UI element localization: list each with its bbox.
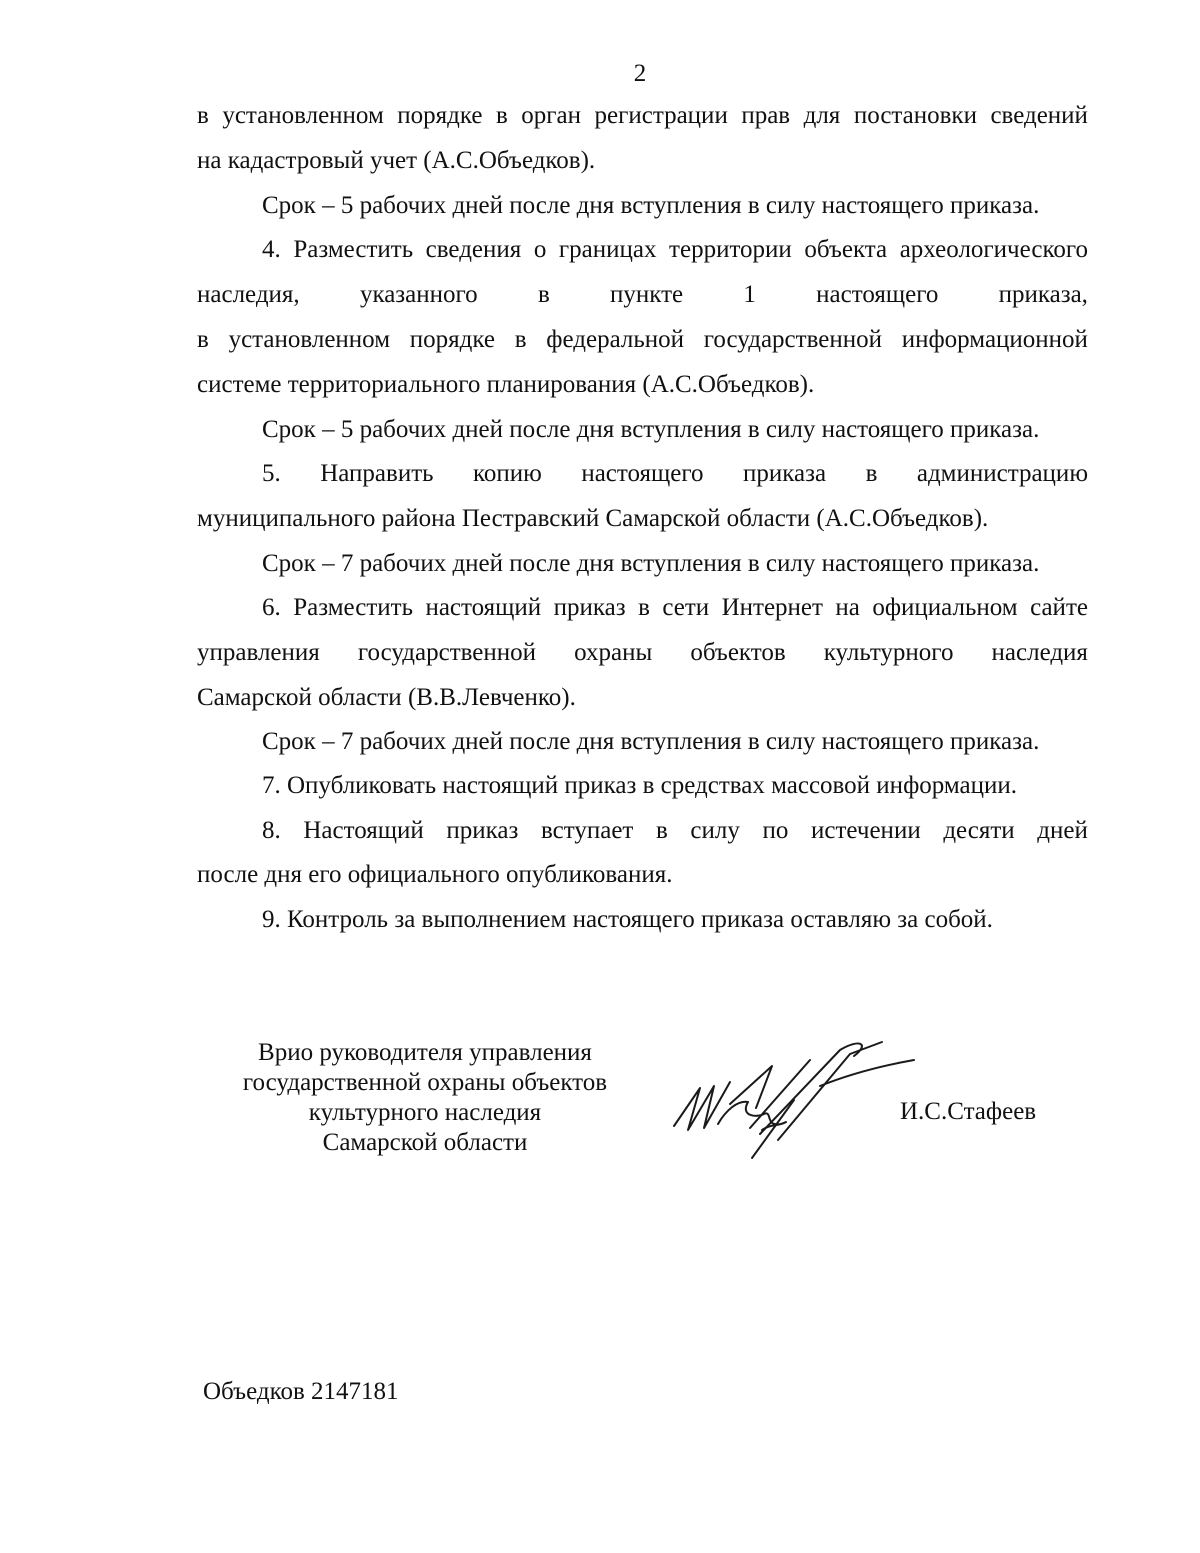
word: управления xyxy=(197,639,320,666)
word: официальном xyxy=(872,594,1018,621)
word: администрацию xyxy=(916,460,1088,487)
word: 6. xyxy=(262,594,281,621)
word: на xyxy=(835,594,860,621)
word: в xyxy=(197,102,209,129)
word: пункте xyxy=(610,281,684,308)
word: в xyxy=(537,281,550,308)
word: по xyxy=(762,817,789,844)
word: информационной xyxy=(901,326,1088,353)
paragraph-3-deadline: Срок – 5 рабочих дней после дня вступления в силу настоящего приказа. xyxy=(262,192,1040,219)
signatory-title-line: государственной охраны объектов xyxy=(242,1069,608,1096)
word: силу xyxy=(690,817,740,844)
paragraph-6-line-1 xyxy=(262,593,1088,623)
word: порядке xyxy=(397,102,483,129)
word: Настоящий xyxy=(303,817,424,844)
word: приказ xyxy=(553,594,626,621)
word: археологического xyxy=(899,236,1088,263)
paragraph-4-line-2 xyxy=(197,280,1088,310)
word: 5. xyxy=(262,460,281,487)
word: Разместить xyxy=(293,594,413,621)
word: федеральной xyxy=(546,326,685,353)
word: государственной xyxy=(357,639,537,666)
handwritten-signature xyxy=(660,1030,930,1160)
paragraph-6-line-2 xyxy=(197,638,1088,668)
page-number: 2 xyxy=(633,60,647,87)
word: охраны xyxy=(574,639,653,666)
word: сведений xyxy=(990,102,1088,129)
signatory-title-line: Самарской области xyxy=(322,1129,528,1156)
paragraph-9: 9. Контроль за выполнением настоящего приказа оставляю за собой. xyxy=(262,906,993,933)
word: регистрации xyxy=(594,102,728,129)
word: в xyxy=(655,817,668,844)
word: десяти xyxy=(943,817,1015,844)
word: копию xyxy=(473,460,542,487)
word: приказа, xyxy=(998,281,1088,308)
signatory-title xyxy=(205,1038,645,1158)
word: настоящий xyxy=(425,594,542,621)
word: границах xyxy=(558,236,657,263)
word: Разместить xyxy=(293,236,414,263)
paragraph-4-line-1 xyxy=(262,235,1088,265)
word: государственной xyxy=(703,326,882,353)
paragraph-8-line-1 xyxy=(262,816,1088,846)
paragraph-4-line-4: системе территориального планирования (А.С.Объедков). xyxy=(197,371,815,398)
word: в xyxy=(495,102,508,129)
word: настоящего xyxy=(816,281,939,308)
word: установленном xyxy=(228,326,391,353)
word: в xyxy=(197,326,209,353)
word: в xyxy=(865,460,878,487)
word: о xyxy=(533,236,547,263)
paragraph-5-deadline: Срок – 7 рабочих дней после дня вступления в силу настоящего приказа. xyxy=(262,550,1040,577)
paragraph-5-line-1 xyxy=(262,459,1088,489)
word: постановки xyxy=(853,102,977,129)
word: приказ xyxy=(446,817,519,844)
word: Направить xyxy=(320,460,434,487)
word: наследия xyxy=(991,639,1088,666)
word: территории xyxy=(669,236,792,263)
word: для xyxy=(803,102,841,129)
paragraph-4-deadline: Срок – 5 рабочих дней после дня вступления в силу настоящего приказа. xyxy=(262,416,1040,443)
word: настоящего xyxy=(581,460,704,487)
paragraph-8-line-2: после дня его официального опубликования. xyxy=(197,861,673,888)
word: приказа xyxy=(742,460,827,487)
word: сведения xyxy=(425,236,522,263)
word: 1 xyxy=(743,281,756,308)
word: вступает xyxy=(541,817,634,844)
paragraph-3-line-1 xyxy=(197,101,1088,131)
word: прав xyxy=(741,102,791,129)
word: объекта xyxy=(804,236,888,263)
word: порядке xyxy=(409,326,495,353)
signatory-title-line: культурного наследия xyxy=(308,1099,542,1126)
signatory-name: И.С.Стафеев xyxy=(900,1098,1037,1125)
word: указанного xyxy=(359,281,478,308)
paragraph-6-deadline: Срок – 7 рабочих дней после дня вступления в силу настоящего приказа. xyxy=(262,728,1040,755)
word: дней xyxy=(1037,817,1088,844)
word: культурного xyxy=(823,639,954,666)
word: в xyxy=(514,326,527,353)
word: 4. xyxy=(262,236,281,263)
paragraph-4-line-3 xyxy=(197,325,1088,355)
word: наследия, xyxy=(197,281,300,308)
word: сайте xyxy=(1030,594,1088,621)
word: орган xyxy=(521,102,582,129)
paragraph-7: 7. Опубликовать настоящий приказ в средствах массовой информации. xyxy=(262,772,1018,799)
paragraph-3-line-2: на кадастровый учет (А.С.Объедков). xyxy=(197,147,596,174)
word: сети xyxy=(662,594,710,621)
footer-contact: Объедков 2147181 xyxy=(203,1378,399,1405)
paragraph-5-line-2: муниципального района Пестравский Самарской области (А.С.Объедков). xyxy=(197,505,989,532)
word: Интернет xyxy=(721,594,823,621)
word: установленном xyxy=(222,102,384,129)
signatory-title-line: Врио руководителя управления xyxy=(258,1039,592,1066)
word: в xyxy=(638,594,650,621)
word: 8. xyxy=(262,817,281,844)
paragraph-6-line-3: Самарской области (В.В.Левченко). xyxy=(197,684,576,711)
word: объектов xyxy=(690,639,786,666)
word: истечении xyxy=(811,817,921,844)
